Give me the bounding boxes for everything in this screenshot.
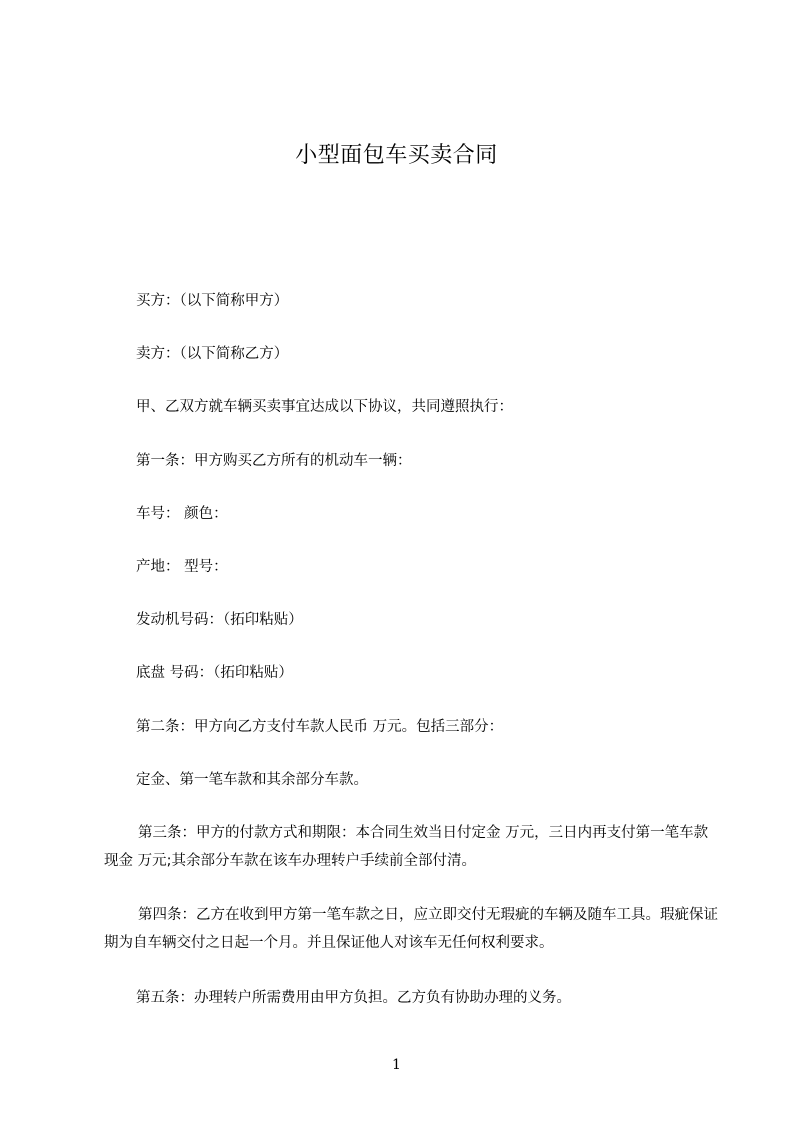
preamble-line: 甲、乙双方就车辆买卖事宜达成以下协议，共同遵照执行： xyxy=(136,399,513,415)
article-4-text: 第四条：乙方在收到甲方第一笔车款之日，应立即交付无瑕疵的车辆及随车工具。瑕疵保证期为自车辆交付之日起一个月。并且保证他人对该车无任何权利要求。 xyxy=(104,907,718,951)
article-3-paragraph xyxy=(104,819,720,875)
page-number: 1 xyxy=(392,1057,401,1073)
chassis-number-line: 底盘 号码：（拓印粘贴） xyxy=(136,665,293,681)
article-4-paragraph xyxy=(104,901,720,957)
engine-number-line: 发动机号码：（拓印粘贴） xyxy=(136,612,303,628)
payment-parts-line: 定金、第一笔车款和其余部分车款。 xyxy=(136,772,368,788)
seller-line: 卖方：（以下简称乙方） xyxy=(136,346,289,362)
article-3-text: 第三条：甲方的付款方式和期限：本合同生效当日付定金 万元，三日内再支付第一笔车款现金 万元;其余部分车款在该车办理转户手续前全部付清。 xyxy=(104,825,709,869)
document-title: 小型面包车买卖合同 xyxy=(295,143,498,168)
article-5-line: 第五条：办理转户所需费用由甲方负担。乙方负有协助办理的义务。 xyxy=(136,990,571,1006)
article-2-line: 第二条：甲方向乙方支付车款人民币 万元。包括三部分： xyxy=(136,719,504,735)
article-1-line: 第一条：甲方购买乙方所有的机动车一辆： xyxy=(136,453,412,469)
plate-color-line: 车号： 颜色： xyxy=(136,506,228,522)
origin-model-line: 产地： 型号： xyxy=(136,559,228,575)
buyer-line: 买方：（以下简称甲方） xyxy=(136,293,289,309)
